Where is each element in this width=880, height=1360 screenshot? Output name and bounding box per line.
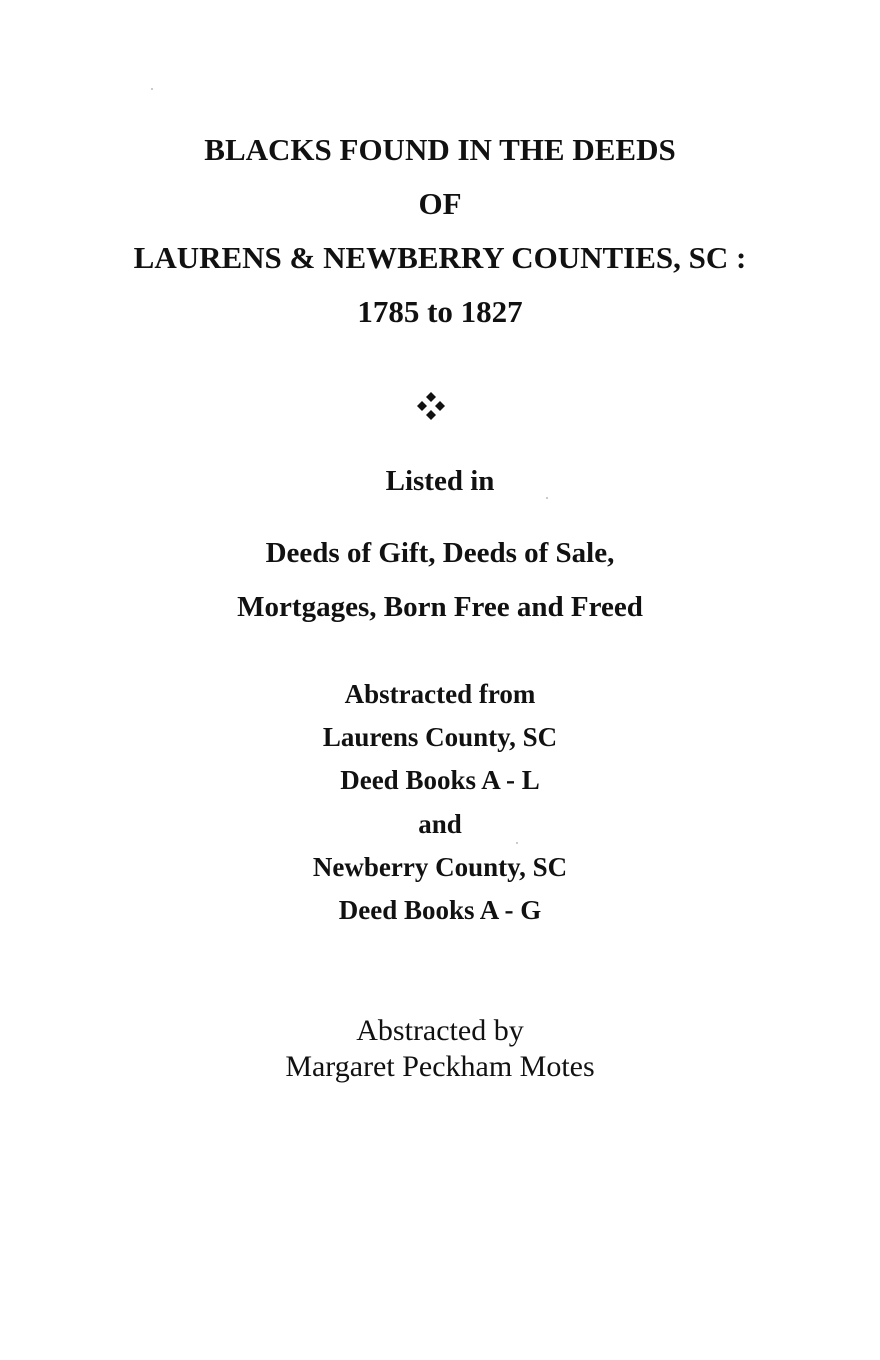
listed-line-2: Mortgages, Born Free and Freed — [237, 591, 643, 623]
abstracted-from-line-2: Laurens County, SC — [322, 722, 558, 752]
author-line-1: Abstracted by — [356, 1014, 524, 1047]
title-line-4: 1785 to 1827 — [357, 294, 523, 329]
listed-in-heading: Listed in — [385, 465, 495, 497]
title-line-2: OF — [418, 186, 462, 221]
title-line-1: BLACKS FOUND IN THE DEEDS — [204, 132, 676, 167]
paper-speck — [151, 88, 153, 90]
abstracted-from-line-5: Newberry County, SC — [312, 852, 568, 882]
four-diamond-ornament-icon — [416, 391, 446, 421]
abstracted-from-line-1: Abstracted from — [344, 679, 536, 709]
title-line-3: LAURENS & NEWBERRY COUNTIES, SC : — [133, 240, 747, 275]
paper-speck — [516, 842, 518, 844]
author-name: Margaret Peckham Motes — [285, 1050, 595, 1083]
listed-line-1: Deeds of Gift, Deeds of Sale, — [265, 537, 615, 569]
abstracted-from-line-4: and — [418, 809, 462, 839]
paper-speck — [546, 497, 548, 499]
abstracted-from-line-3: Deed Books A - L — [340, 765, 540, 795]
abstracted-from-line-6: Deed Books A - G — [338, 895, 542, 925]
